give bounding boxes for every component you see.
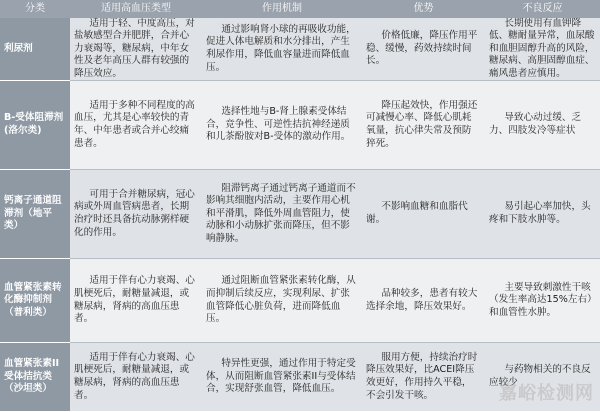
row-mechanism: 选择性地与B-肾上腺素受体结合，竞争性、可逆性拮抗神经递质和儿茶酚胺对B-受体的激动作用。 (202, 81, 362, 170)
row-mechanism: 通过阻断血管紧张素转化酶，从而抑制后续反应，实现利尿、扩张血管降低心脏负荷，进而降低血压。 (202, 259, 362, 343)
header-type: 适用高血压类型 (70, 1, 202, 18)
row-adverse: 易引起心率加快，头疼和下肢水肿等。 (485, 170, 600, 259)
row-advantage: 价格低廉，降压作用平稳、缓慢，药效持续时间长。 (362, 18, 485, 81)
row-category: 利尿剂 (0, 18, 70, 81)
row-category: 钙离子通道阻滞剂（地平类） (0, 170, 70, 259)
row-type: 适用于伴有心力衰竭、心肌梗死后，耐糖量减退，或糖尿病，肾病的高血压患者。 (70, 343, 202, 412)
row-type: 适用于伴有心力衰竭、心肌梗死后，耐糖量减退，或糖尿病，肾病的高血压患者。 (70, 259, 202, 343)
header-mechanism: 作用机制 (202, 1, 362, 18)
row-mechanism: 阻滞钙离子通过钙离子通道而不影响其细胞内活动，主要作用心机和平滑肌，降低外周血管阻力，使动脉和小动脉扩张而降压，但不影响静脉。 (202, 170, 362, 259)
row-type: 适用于轻、中度高压，对盐敏感型合并肥胖，合并心力衰竭等，糖尿病，中年女性及老年高压人群有较强的降压效应。 (70, 18, 202, 81)
row-adverse: 与药物相关的不良反应较少 (485, 343, 600, 412)
row-type: 适用于多种不同程度的高血压，尤其是心率较快的青年、中年患者或合并心绞痛患者。 (70, 81, 202, 170)
row-adverse: 导致心动过缓、乏力、四肢发冷等症状 (485, 81, 600, 170)
row-advantage: 品种较多，患者有较大选择余地，降压效果好。 (362, 259, 485, 343)
row-category: 血管紧张素转化酶抑制剂（普利类） (0, 259, 70, 343)
row-adverse: 主要导致刺激性干咳（发生率高达15%左右）和血管性水肿。 (485, 259, 600, 343)
row-mechanism: 特异性更强，通过作用于特定受体，从而阻断血管紧张素II与受体结合，实现舒张血管，降低血压。 (202, 343, 362, 412)
row-mechanism: 通过影响肾小球的再吸收功能，促进人体电解质和水分排出，产生利尿作用，降低血容量进而降低血压。 (202, 18, 362, 81)
header-advantage: 优势 (362, 1, 485, 18)
row-category: B-受体阻滞剂(洛尔类) (0, 81, 70, 170)
row-advantage: 服用方便，持续治疗时降压效果好，比ACEI降压效更好，作用持久平稳，不会引发干咳。 (362, 343, 485, 412)
row-advantage: 不影响血糖和血脂代谢。 (362, 170, 485, 259)
header-category: 分类 (0, 1, 70, 18)
watermark: 嘉峪检测网 (499, 379, 594, 405)
row-advantage: 降压起效快，作用强还可减慢心率、降低心肌耗氧量，抗心律失常及预防猝死。 (362, 81, 485, 170)
row-type: 可用于合并糖尿病，冠心病或外周血管病患者，长期治疗时还具备抗动脉粥样硬化的作用。 (70, 170, 202, 259)
row-category: 血管紧张素II受体拮抗类（沙坦类） (0, 343, 70, 412)
header-adverse: 不良反应 (485, 1, 600, 18)
row-adverse: 长期使用有血钾降低、糖耐量异常，血尿酸和血胆固醇升高的风险，糖尿病、高胆固醇血症、痛风患者应慎用。 (485, 18, 600, 81)
